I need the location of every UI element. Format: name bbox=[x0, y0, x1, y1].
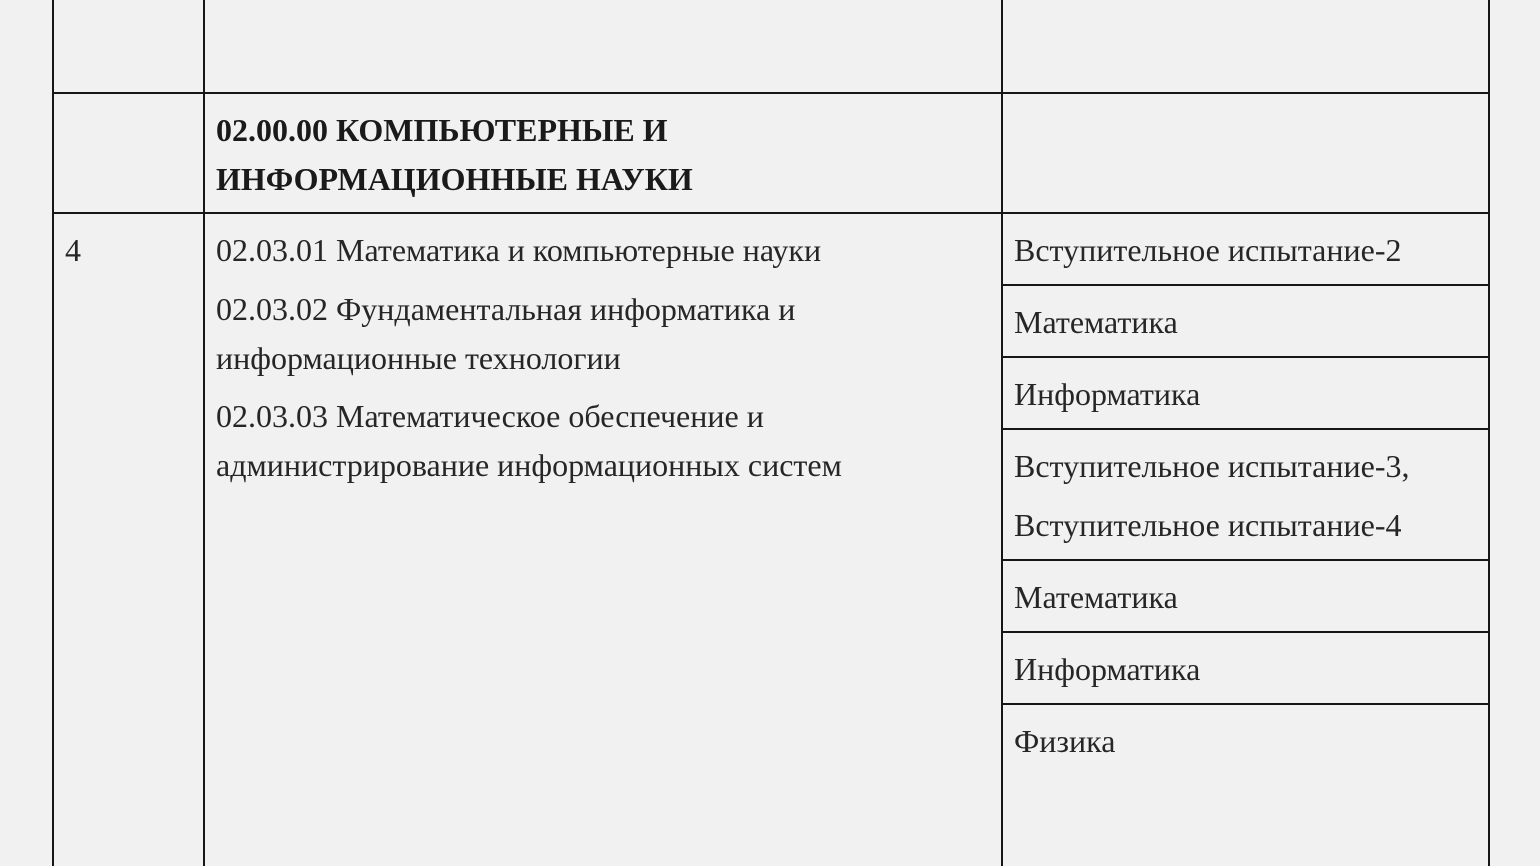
column-border-left bbox=[52, 0, 54, 866]
exam-item: Информатика bbox=[1014, 376, 1201, 412]
program-line: 02.03.01 Математика и компьютерные науки bbox=[216, 232, 822, 268]
exam-cell-border bbox=[1001, 284, 1490, 286]
exam-item: Математика bbox=[1014, 579, 1178, 615]
program-line: 02.03.03 Математическое обеспечение и bbox=[216, 398, 764, 434]
program-line: 02.03.02 Фундаментальная информатика и bbox=[216, 291, 796, 327]
exam-item: Вступительное испытание-2 bbox=[1014, 232, 1402, 268]
exam-cell-border bbox=[1001, 559, 1490, 561]
program-line: администрирование информационных систем bbox=[216, 447, 842, 483]
program-item bbox=[216, 285, 795, 383]
row-border bbox=[52, 92, 1490, 94]
program-item bbox=[216, 226, 821, 275]
exam-cell-border bbox=[1001, 631, 1490, 633]
section-heading-line: 02.00.00 КОМПЬЮТЕРНЫЕ И bbox=[216, 112, 668, 148]
exam-item: Информатика bbox=[1014, 651, 1201, 687]
program-item bbox=[216, 392, 842, 490]
section-heading bbox=[216, 106, 693, 204]
exam-cell-border bbox=[1001, 428, 1490, 430]
exam-cell-border bbox=[1001, 703, 1490, 705]
exam-item: Физика bbox=[1014, 723, 1116, 759]
section-heading-line: ИНФОРМАЦИОННЫЕ НАУКИ bbox=[216, 161, 693, 197]
program-line: информационные технологии bbox=[216, 340, 621, 376]
column-border-program bbox=[1001, 0, 1003, 866]
row-border bbox=[52, 212, 1490, 214]
exam-item: Вступительное испытание-4 bbox=[1014, 507, 1402, 543]
column-border-number bbox=[203, 0, 205, 866]
exam-item: Математика bbox=[1014, 304, 1178, 340]
column-border-right bbox=[1488, 0, 1490, 866]
exam-item: Вступительное испытание-3, bbox=[1014, 448, 1410, 484]
row-number: 4 bbox=[65, 232, 81, 268]
exam-cell-border bbox=[1001, 356, 1490, 358]
